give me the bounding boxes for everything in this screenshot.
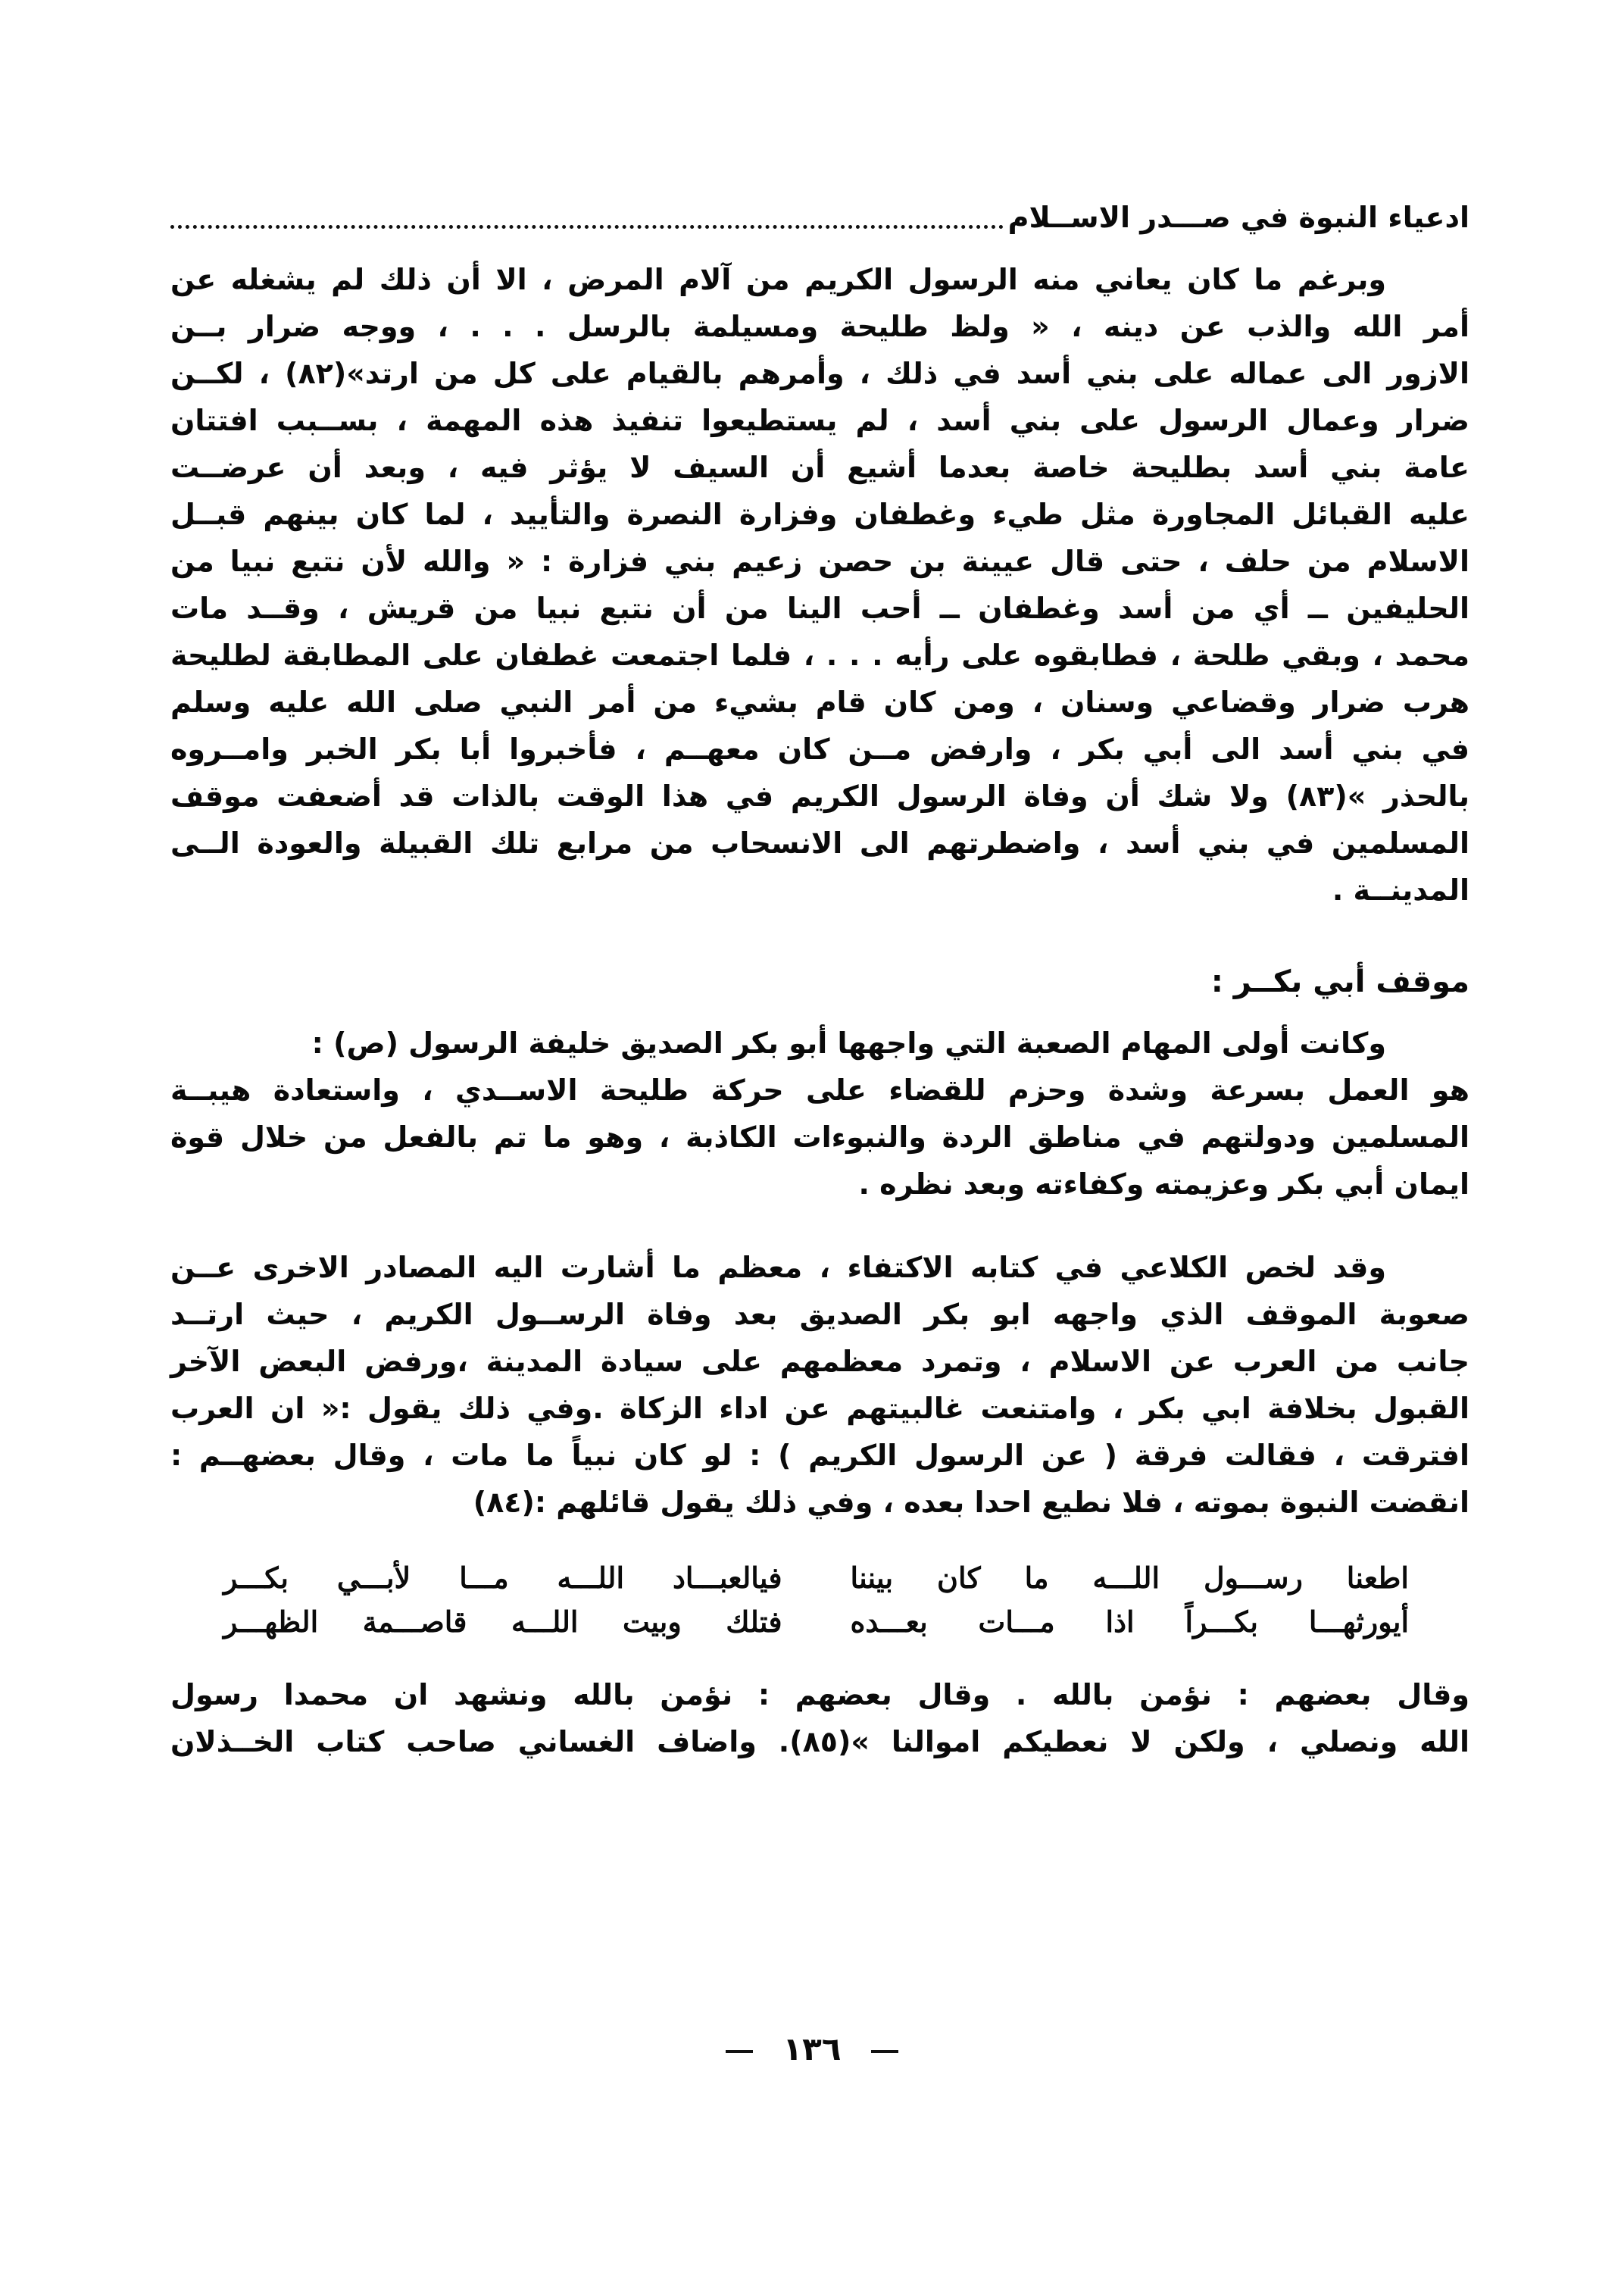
text-line: المسلمين ودولتهم في مناطق الردة والنبوءات الكاذبة ، وهو ما تم بالفعل من خلال قوة bbox=[170, 1120, 1469, 1154]
section-heading: موقف أبي بكــر : bbox=[1210, 964, 1469, 999]
header-dotted-rule bbox=[170, 225, 1004, 229]
poem-verses bbox=[170, 1556, 1469, 1644]
text-line: ضرار وعمال الرسول على بني أسد ، لم يستطيعوا تنفيذ هذه المهمة ، بســبب افتتان bbox=[170, 404, 1469, 437]
text-line: ايمان أبي بكر وعزيمته وكفاءته وبعد نظره . bbox=[858, 1167, 1469, 1201]
text-line: عامة بني أسد بطليحة خاصة بعدما أشيع أن السيف لا يؤثر فيه ، وبعد أن عرضــت bbox=[170, 451, 1469, 484]
text-line: وكانت أولى المهام الصعبة التي واجهها أبو بكر الصديق خليفة الرسول (ص) : bbox=[311, 1027, 1386, 1060]
text-line: وقال بعضهم : نؤمن بالله . وقال بعضهم : نؤمن بالله ونشهد ان محمدا رسول bbox=[170, 1678, 1469, 1711]
verse-1-second-hemistich: فيالعبـــاد اللـــه مـــا لأبـــي بكـــر bbox=[223, 1561, 782, 1595]
text-line: هو العمل بسرعة وشدة وحزم للقضاء على حركة طليحة الاســدي ، واستعادة هيبــة bbox=[170, 1074, 1469, 1107]
text-line: الاسلام من حلف ، حتى قال عيينة بن حصن زعيم بني فزارة : « والله لأن نتبع نبيا من bbox=[170, 545, 1469, 578]
text-line: الحليفين ــ أي من أسد وغطفان ــ أحب الينا من أن نتبع نبيا من قريش ، وقــد مات bbox=[170, 592, 1469, 625]
text-line: المدينــة . bbox=[1332, 874, 1469, 907]
page-number-dash-right bbox=[871, 2050, 898, 2053]
text-line: الازور الى عماله على بني أسد في ذلك ، وأمرهم بالقيام على كل من ارتد»(٨٢) ، لكــن bbox=[170, 357, 1469, 390]
page-number-dash-left bbox=[726, 2050, 753, 2053]
text-line: انقضت النبوة بموته ، فلا نطيع احدا بعده ، وفي ذلك يقول قائلهم :(٨٤) bbox=[473, 1486, 1469, 1519]
text-line: في بني أسد الى أبي بكر ، وارفض مــن كان معهــم ، فأخبروا أبا بكر الخبر وامــروه bbox=[170, 733, 1469, 766]
text-line: صعوبة الموقف الذي واجهه ابو بكر الصديق بعد وفاة الرســول الكريم ، حيث ارتــد bbox=[170, 1298, 1469, 1331]
paragraph-kalai-iktifa bbox=[170, 1244, 1469, 1526]
page-number-footer bbox=[0, 2030, 1624, 2067]
page-number: ١٣٦ bbox=[782, 2030, 842, 2067]
text-line: محمد ، وبقي طلحة ، فطابقوه على رأيه . . . ، فلما اجتمعت غطفان على المطابقة لطليحة bbox=[170, 639, 1469, 672]
verse-2-first-hemistich: أيورثهـــا بكـــراً اذا مـــات بعـــده bbox=[850, 1605, 1409, 1639]
book-page bbox=[170, 189, 1469, 1765]
text-line: وبرغم ما كان يعاني منه الرسول الكريم من آلام المرض ، الا أن ذلك لم يشغله عن bbox=[170, 263, 1386, 296]
text-line: عليه القبائل المجاورة مثل طيء وغطفان وفزارة النصرة والتأييد ، لما كان بينهم قبــل bbox=[170, 498, 1469, 531]
text-line: القبول بخلافة ابي بكر ، وامتنعت غالبيتهم عن اداء الزكاة .وفي ذلك يقول :« ان العرب bbox=[170, 1392, 1469, 1425]
running-header bbox=[170, 189, 1469, 235]
text-line: أمر الله والذب عن دينه ، « ولظ طليحة ومسيلمة بالرسل . . . ، ووجه ضرار بــن bbox=[170, 310, 1469, 343]
paragraph-tulayha-banu-asad bbox=[170, 256, 1469, 914]
verse-1-first-hemistich: اطعنا رســـول اللـــه ما كان بيننا bbox=[850, 1561, 1409, 1595]
text-line: جانب من العرب عن الاسلام ، وتمرد معظمهم على سيادة المدينة ،ورفض البعض الآخر bbox=[170, 1345, 1469, 1378]
text-line: بالحذر »(٨٣) ولا شك أن وفاة الرسول الكريم في هذا الوقت بالذات قد أضعفت موقف bbox=[170, 780, 1469, 813]
verse-2-second-hemistich: فتلك وبيت اللـــه قاصـــمة الظهـــر bbox=[223, 1605, 782, 1639]
running-title: ادعياء النبوة في صـــدر الاســلام bbox=[1007, 201, 1469, 234]
text-line: الله ونصلي ، ولكن لا نعطيكم اموالنا »(٨٥). واضاف الغساني صاحب كتاب الخــذلان bbox=[170, 1725, 1470, 1758]
text-line: وقد لخص الكلاعي في كتابه الاكتفاء ، معظم ما أشارت اليه المصادر الاخرى عــن bbox=[170, 1251, 1386, 1284]
text-line: افترقت ، فقالت فرقة ( عن الرسول الكريم ) : لو كان نبياً ما مات ، وقال بعضهــم : bbox=[170, 1439, 1469, 1472]
text-line: المسلمين في بني أسد ، واضطرتهم الى الانسحاب من مرابع تلك القبيلة والعودة الــى bbox=[170, 827, 1469, 860]
paragraph-abu-bakr-tasks bbox=[170, 1020, 1469, 1208]
paragraph-zakat-refusal bbox=[170, 1671, 1469, 1765]
text-line: هرب ضرار وقضاعي وسنان ، ومن كان قام بشيء من أمر النبي صلى الله عليه وسلم bbox=[170, 686, 1469, 719]
